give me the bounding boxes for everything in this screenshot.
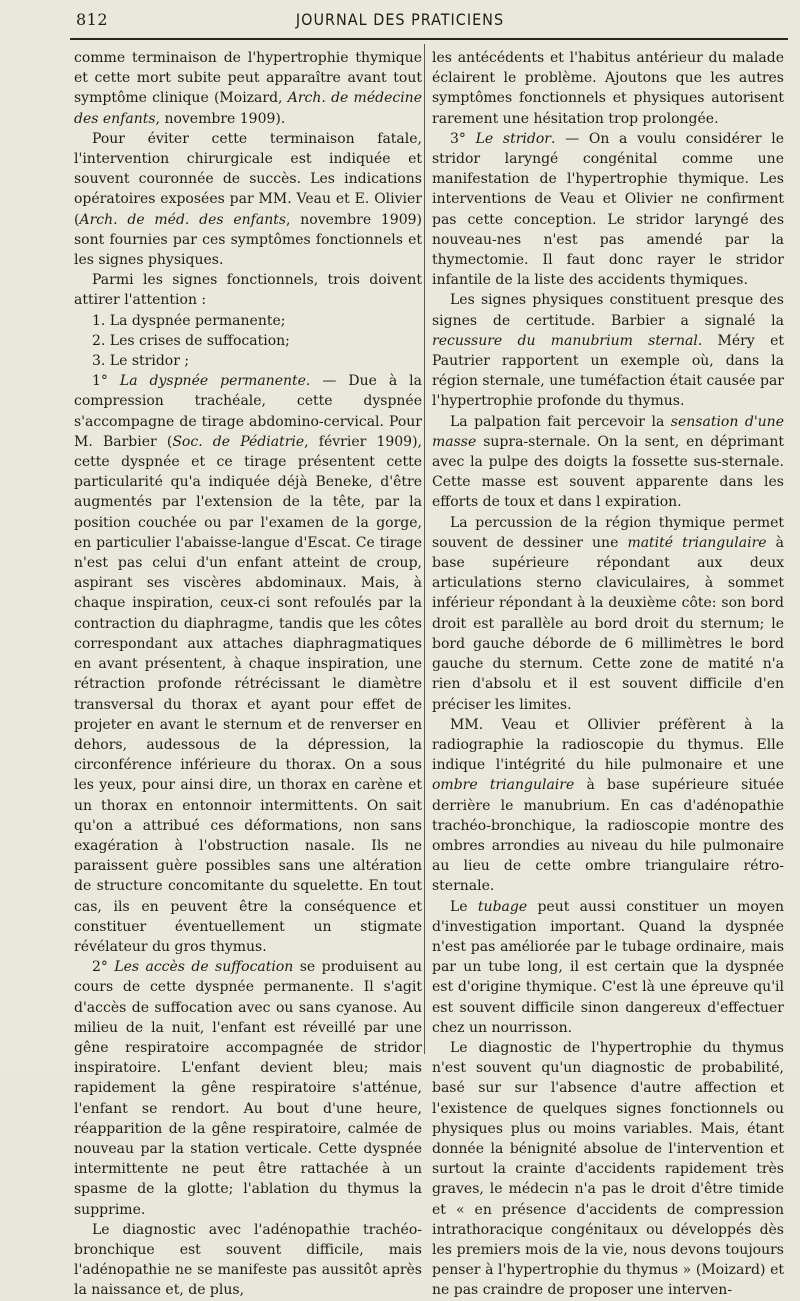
paragraph: MM. Veau et Ollivier préfèrent à la radiographie la radioscopie du thymus. Elle indique l'intégrité du hile pulmonaire et une ombre triangulaire à base supérieure située derrière le manubrium. En cas d'adénopathie trachéo-bronchique, la radioscopie montre des ombres arrondies au niveau du hile pulmonaire au lieu de cette ombre triangulaire rétro-sternale. (432, 716, 785, 895)
journal-title: JOURNAL DES PRATICIENS (295, 10, 505, 29)
paragraph: La percussion de la région thymique permet souvent de dessiner une matité triangulaire à base supérieure répondant aux deux articulations sterno claviculaires, à sommet inférieur répondant à la deuxième côte: son bord droit est parallèle au bord droit du sternum; le bord gauche déborde de 6 millimètres le bord gauche du sternum. Cette zone de matité n'a rien d'absolu et il est souvent difficile d'en préciser les limites. (432, 514, 785, 713)
list-item: 1. La dyspnée permanente; (92, 312, 286, 329)
paragraph: Pour éviter cette terminaison fatale, l'intervention chirurgicale est indiquée et souvent couronnée de succès. Les indications opératoires exposées par MM. Veau et E. Olivier (Arch. de méd. des enfants, novembre 1909) sont fournies par ces symptômes fonctionnels et les signes physiques. (74, 130, 422, 269)
page-header (0, 10, 800, 40)
page-number: 812 (76, 10, 109, 29)
column-divider (424, 44, 425, 1054)
paragraph: Le diagnostic de l'hypertrophie du thymus n'est souvent qu'un diagnostic de probabilité, basé sur sur l'absence d'autre affection et l'existence de quelques signes fonctionnels ou physiques plus ou moins variables. Mais, étant donnée la bénignité absolue de l'intervention et surtout la crainte d'accidents rapidement très graves, le médecin n'a pas le droit d'être timide et « en présence d'accidents de compression intrathoracique congénitaux ou développés dès les premiers mois de la vie, nous devons toujours penser à l'hypertrophie du thymus » (Moizard) et ne pas craindre de proposer une interven- (432, 1039, 784, 1299)
list-item: 3. Le stridor ; (92, 353, 190, 370)
paragraph: 3° Le stridor. — On a voulu considérer le stridor laryngé congénital comme une manifestation de l'hypertrophie thymique. Les interventions de Veau et Olivier ne confirment pas cette conception. Le stridor laryngé des nouveau-nes n'est pas amendé par la thymectomie. Il faut donc rayer le stridor infantile de la liste des accidents thymiques. (432, 130, 784, 289)
paragraph: les antécédents et l'habitus antérieur du malade éclairent le problème. Ajoutons que les autres symptômes fonctionnels et physiques autorisent rarement une hésitation trop prolongée. (432, 50, 784, 127)
paragraph: comme terminaison de l'hypertrophie thymique et cette mort subite peut apparaître avant tout symptôme clinique (Moizard, Arch. de médecine des enfants, novembre 1909). (74, 50, 422, 127)
paragraph: Les signes physiques constituent presque des signes de certitude. Barbier a signalé la recussure du manubrium sternal. Méry et Pautrier rapportent un exemple où, dans la région sternale, une tuméfaction était causée par l'hypertrophie profonde du thymus. (432, 292, 784, 410)
paragraph: Parmi les signes fonctionnels, trois doivent attirer l'attention : (74, 272, 422, 309)
paragraph: 2° Les accès de suffocation se produisent au cours de cette dyspnée permanente. Il s'agit d'accès de suffocation avec ou sans cyanose. Au milieu de la nuit, l'enfant est réveillé par une gêne respiratoire accompagnée de stridor inspiratoire. L'enfant devient bleu; mais rapidement la gêne respiratoire s'atténue, l'enfant se rendort. Au bout d'une heure, réapparition de la gêne respiratoire, calmée de nouveau par la station verticale. Cette dyspnée intermittente ne peut être rattachée à un spasme de la glotte; l'ablation du thymus la supprime. (74, 959, 422, 1218)
paragraph: 1° La dyspnée permanente. — Due à la compression trachéale, cette dyspnée s'accompagne de tirage abdomino-cervical. Pour M. Barbier (Soc. de Pédiatrie, février 1909), cette dyspnée et ce tirage présentent cette particularité qu'a indiquée déjà Beneke, d'être augmentés par l'extension de la tête, par la position couchée ou par l'examen de la gorge, en particulier l'abaisse-langue d'Escat. Ce tirage n'est pas celui d'un enfant atteint de croup, aspirant ses viscères abdominaux. Mais, à chaque inspiration, ceux-ci sont refoulés par la contraction du diaphragme, tandis que les côtes correspondant aux attaches diaphragmatiques en avant présentent, à chaque inspiration, une rétraction profonde rétrécissant le diamètre transversal du thorax et ayant pour effet de projeter en avant le sternum et de renverser en dehors, audessous de la dépression, la circonférence inférieure du thorax. On a sous les yeux, pour ainsi dire, un thorax en carène et un thorax en entonnoir intermittents. On sait qu'on a attribué ces déformations, non sans exagération à l'obstruction nasale. Ils ne paraissent guère possibles sans une altération de structure concomitante du squelette. En tout cas, ils en peuvent être la conséquence et constituer éventuellement un stigmate révélateur du gros thymus. (74, 373, 423, 955)
right-column (432, 48, 784, 1301)
header-rule (70, 38, 788, 40)
paragraph: Le diagnostic avec l'adénopathie trachéo-bronchique est souvent difficile, mais l'adénopathie ne se manifeste pas aussitôt après la naissance et, de plus, (74, 1221, 422, 1299)
left-column (74, 48, 422, 1301)
list-item: 2. Les crises de suffocation; (92, 332, 290, 349)
paragraph: Le tubage peut aussi constituer un moyen d'investigation important. Quand la dyspnée n'est pas améliorée par le tubage ordinaire, mais par un tube long, il est certain que la dyspnée est d'origine thymique. C'est là une épreuve qu'il est souvent difficile sinon dangereux d'effectuer chez un nourrisson. (432, 898, 784, 1036)
paragraph: La palpation fait percevoir la sensation d'une masse supra-sternale. On la sent, en déprimant avec la pulpe des doigts la fossette sus-sternale. Cette masse est souvent apparente dans les efforts de toux et dans l expiration. (432, 413, 784, 511)
